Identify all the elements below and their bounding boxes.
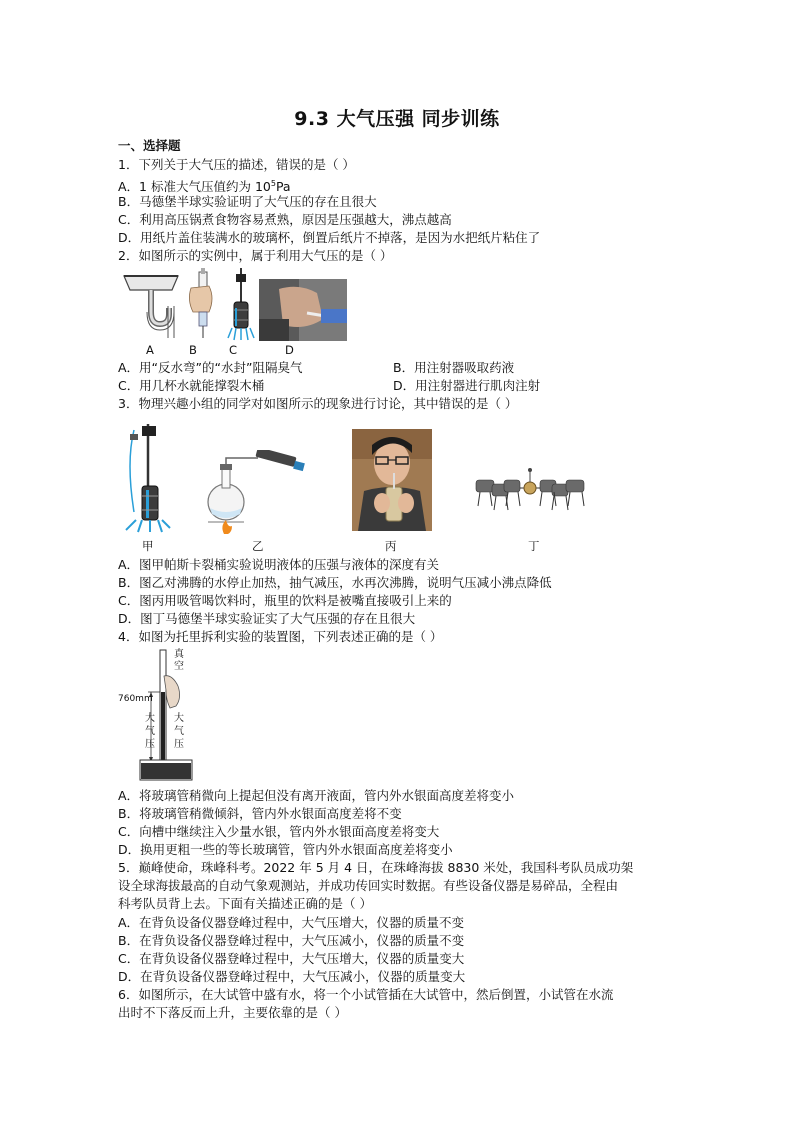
torricelli-experiment-figure <box>120 646 200 786</box>
drinking-straw-photo-figure <box>352 429 432 531</box>
pascal-barrel-experiment-figure <box>122 422 172 534</box>
q5-option-a: A．在背负设备仪器登峰过程中，大气压增大，仪器的质量不变 <box>118 915 465 930</box>
q5-stem-line2: 设全球海拔最高的自动气象观测站，并成功传回实时数据。有些设备仪器是易碎品，全程由 <box>118 878 619 893</box>
q3-label-bing: 丙 <box>385 539 397 553</box>
q5-option-d: D．在背负设备仪器登峰过程中，大气压减小，仪器的质量变大 <box>118 969 466 984</box>
q2-option-b: B．用注射器吸取药液 <box>393 360 515 375</box>
atmosphere-label-left: 大 气 压 <box>145 713 155 750</box>
q6-stem-line2: 出时不下落反而上升，主要依靠的是（ ） <box>118 1005 347 1020</box>
q3-option-d: D．图丁马德堡半球实验证实了大气压强的存在且很大 <box>118 611 416 626</box>
page-title: 9.3 大气压强 同步训练 <box>294 108 500 130</box>
q1-option-a: A．1 标准大气压值约为 $10^5Pa$ <box>118 179 291 195</box>
q4-option-a: A．将玻璃管稍微向上提起但没有离开液面，管内外水银面高度差将变小 <box>118 788 515 803</box>
syringe-figure <box>183 268 223 340</box>
section-heading: 一、选择题 <box>118 138 181 153</box>
q2-label-c: C <box>229 343 238 357</box>
q3-label-yi: 乙 <box>252 539 264 553</box>
q4-stem: 4．如图为托里拆利实验的装置图，下列表述正确的是（ ） <box>118 629 443 644</box>
q1-stem: 1．下列关于大气压的描述，错误的是（ ） <box>118 157 355 172</box>
q5-option-b: B．在背负设备仪器登峰过程中，大气压减小，仪器的质量不变 <box>118 933 465 948</box>
q3-option-b: B．图乙对沸腾的水停止加热，抽气减压，水再次沸腾，说明气压减小沸点降低 <box>118 575 552 590</box>
q4-option-c: C．向槽中继续注入少量水银，管内外水银面高度差将变大 <box>118 824 440 839</box>
q4-option-d: D．换用更粗一些的等长玻璃管，管内外水银面高度差将变小 <box>118 842 453 857</box>
vacuum-label: 真 空 <box>174 649 184 672</box>
q3-label-ding: 丁 <box>528 539 540 553</box>
q5-stem-line3: 科考队员背上去。下面有关描述正确的是（ ） <box>118 896 372 911</box>
q1-option-d: D．用纸片盖住装满水的玻璃杯，倒置后纸片不掉落，是因为水把纸片粘住了 <box>118 230 541 245</box>
q2-stem: 2．如图所示的实例中，属于利用大气压的是（ ） <box>118 248 393 263</box>
q2-label-a: A <box>146 343 154 357</box>
q2-option-d: D．用注射器进行肌肉注射 <box>393 378 541 393</box>
q2-label-d: D <box>285 343 294 357</box>
q6-stem-line1: 6．如图所示，在大试管中盛有水，将一个小试管插在大试管中，然后倒置，小试管在水流 <box>118 987 614 1002</box>
q4-option-b: B．将玻璃管稍微倾斜，管内外水银面高度差将不变 <box>118 806 402 821</box>
q1-option-c: C．利用高压锅煮食物容易煮熟，原因是压强越大，沸点越高 <box>118 212 452 227</box>
q3-option-c: C．图丙用吸管喝饮料时，瓶里的饮料是被嘴直接吸引上来的 <box>118 593 452 608</box>
height-760mm-label: 760mm <box>118 694 153 704</box>
q3-stem: 3．物理兴趣小组的同学对如图所示的现象进行讨论，其中错误的是（ ） <box>118 396 518 411</box>
q2-option-c: C．用几杯水就能撑裂木桶 <box>118 378 265 393</box>
boiling-flask-pump-figure <box>200 450 312 534</box>
q5-stem-line1: 5．巅峰使命，珠峰科考。2022 年 5 月 4 日，在珠峰海拔 8830 米处，我国科考队员成功架 <box>118 860 634 875</box>
sink-trap-figure <box>120 268 182 340</box>
atmosphere-label-right: 大 气 压 <box>174 713 184 750</box>
q1-option-b: B．马德堡半球实验证明了大气压的存在且很大 <box>118 194 377 209</box>
q2-label-b: B <box>189 343 197 357</box>
injection-photo-figure <box>259 279 347 341</box>
q3-option-a: A．图甲帕斯卡裂桶实验说明液体的压强与液体的深度有关 <box>118 557 440 572</box>
q5-option-c: C．在背负设备仪器登峰过程中，大气压增大，仪器的质量变大 <box>118 951 465 966</box>
q3-label-jia: 甲 <box>142 539 154 553</box>
q2-option-a: A．用“反水弯”的“水封”阻隔臭气 <box>118 360 303 375</box>
magdeburg-hemispheres-figure <box>474 466 586 518</box>
pascal-barrel-figure <box>226 266 256 342</box>
